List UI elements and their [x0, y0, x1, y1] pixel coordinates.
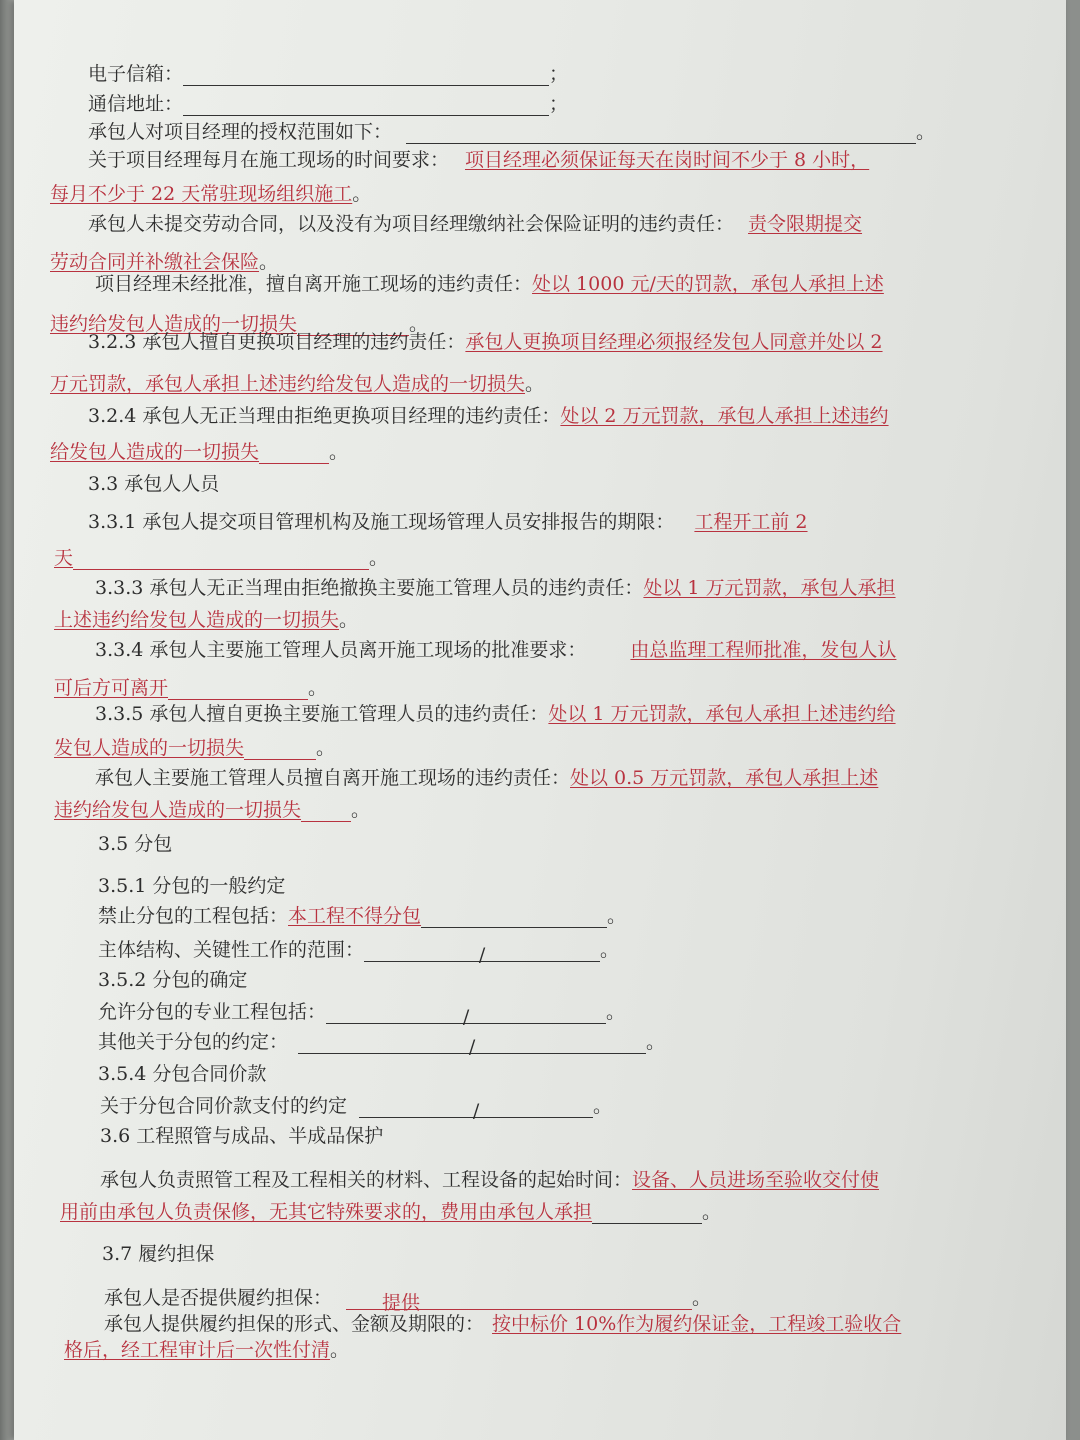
subcontract-payment-label: 关于分包合同价款支付的约定 [100, 1095, 348, 1117]
performance-bond-line [104, 1286, 712, 1314]
punct: 。 [606, 1001, 626, 1023]
pm-time-label: 关于项目经理每月在施工现场的时间要求： [88, 149, 450, 171]
other-subcontract-blank: / [298, 1035, 646, 1054]
clause-3-5-2-heading [98, 968, 247, 992]
clause-3-3-1-cont [54, 546, 388, 570]
pm-time-line [88, 148, 869, 172]
care-start-value: 设备、人员进场至验收交付使 [632, 1169, 880, 1191]
labor-contract-line-cont [50, 250, 278, 274]
main-structure-label: 主体结构、关键性工作的范围： [98, 939, 365, 961]
main-structure-blank: / [364, 943, 600, 962]
blank [592, 1205, 702, 1224]
blank [301, 803, 351, 822]
punct: 。 [646, 1031, 666, 1053]
punct: ； [549, 63, 569, 85]
performance-bond-label: 承包人是否提供履约担保： [104, 1287, 333, 1309]
care-start-line [100, 1168, 879, 1192]
clause-3-3-4-value: 由总监理工程师批准，发包人认 [630, 639, 897, 661]
key-staff-leave-label: 承包人主要施工管理人员擅自离开施工现场的违约责任： [95, 767, 571, 789]
punct: 。 [330, 1339, 350, 1361]
clause-3-5-1-heading [98, 874, 285, 898]
clause-3-2-4-value-cont: 给发包人造成的一切损失 [50, 441, 260, 463]
clause-3-3-4-cont [54, 676, 327, 700]
blank [168, 681, 308, 700]
clause-3-3-5 [95, 702, 896, 726]
punct: 。 [308, 677, 328, 699]
clause-3-3-3-label: 3.3.3 承包人无正当理由拒绝撤换主要施工管理人员的违约责任： [95, 577, 644, 599]
clause-3-3-5-value: 处以 1 万元罚款，承包人承担上述违约给 [548, 703, 896, 725]
clause-3-5-4-title: 3.5.4 分包合同价款 [98, 1063, 267, 1085]
punct: 。 [369, 547, 389, 569]
clause-3-3-3-value: 处以 1 万元罚款，承包人承担 [643, 577, 896, 599]
labor-contract-line [88, 212, 862, 236]
forbidden-subcontract-value: 本工程不得分包 [288, 905, 422, 927]
punct: 。 [339, 609, 359, 631]
clause-3-3-1-value: 工程开工前 2 [694, 511, 808, 533]
punct: 。 [259, 251, 279, 273]
email-line [88, 62, 568, 86]
section-3-6-title: 3.6 工程照管与成品、半成品保护 [100, 1125, 384, 1147]
allowed-subcontract-blank: / [326, 1005, 606, 1024]
clause-3-3-5-value-cont: 发包人造成的一切损失 [54, 737, 245, 759]
clause-3-2-3-cont [50, 372, 544, 396]
clause-3-3-3-value-cont: 上述违约给发包人造成的一切损失 [54, 609, 340, 631]
forbidden-subcontract-line [98, 904, 626, 928]
authorization-label: 承包人对项目经理的授权范围如下： [88, 121, 393, 143]
bond-form-value-cont: 格后，经工程审计后一次性付清 [64, 1339, 331, 1361]
pm-time-value: 项目经理必须保证每天在岗时间不少于 8 小时， [465, 149, 870, 171]
punct: 。 [316, 737, 336, 759]
labor-contract-value-cont: 劳动合同并补缴社会保险 [50, 251, 260, 273]
authorization-line [88, 120, 935, 144]
clause-3-3-4-label: 3.3.4 承包人主要施工管理人员离开施工现场的批准要求： [95, 639, 587, 661]
email-label: 电子信箱： [88, 63, 184, 85]
clause-3-2-3-label: 3.2.3 承包人擅自更换项目经理的违约责任： [88, 331, 466, 353]
labor-contract-label: 承包人未提交劳动合同，以及没有为项目经理缴纳社会保险证明的违约责任： [88, 213, 735, 235]
pm-leave-value: 处以 1000 元/天的罚款，承包人承担上述 [532, 273, 884, 295]
address-blank [183, 97, 549, 116]
care-start-cont [60, 1200, 721, 1224]
allowed-subcontract-label: 允许分包的专业工程包括： [98, 1001, 327, 1023]
section-3-7-heading [102, 1242, 214, 1266]
punct: 。 [600, 939, 620, 961]
clause-3-3-1-label: 3.3.1 承包人提交项目管理机构及施工现场管理人员安排报告的期限： [88, 511, 675, 533]
clause-3-3-3-cont [54, 608, 358, 632]
page-edge-shadow [0, 0, 14, 1440]
section-3-5-title: 3.5 分包 [98, 833, 173, 855]
authorization-blank [406, 125, 916, 144]
punct: 。 [702, 1201, 722, 1223]
punct: 。 [692, 1287, 712, 1309]
bond-form-value: 按中标价 10%作为履约保证金，工程竣工验收合 [492, 1313, 902, 1335]
clause-3-3-4 [95, 638, 896, 662]
key-staff-leave-value-cont: 违约给发包人造成的一切损失 [54, 799, 302, 821]
pm-leave-label: 项目经理未经批准，擅自离开施工现场的违约责任： [95, 273, 533, 295]
performance-bond-value: 提供 [346, 1291, 692, 1310]
section-3-7-title: 3.7 履约担保 [102, 1243, 215, 1265]
clause-3-3-1-value-cont: 天 [54, 547, 74, 569]
clause-3-2-3-value: 承包人更换项目经理必须报经发包人同意并处以 2 [465, 331, 883, 353]
care-start-label: 承包人负责照管工程及工程相关的材料、工程设备的起始时间： [100, 1169, 633, 1191]
clause-3-2-4-value: 处以 2 万元罚款，承包人承担上述违约 [560, 405, 889, 427]
email-blank [183, 67, 549, 86]
blank [244, 741, 316, 760]
main-structure-line [98, 938, 620, 966]
blank [259, 445, 329, 464]
pm-time-line-cont [50, 182, 371, 206]
punct: 。 [409, 313, 429, 335]
punct: 。 [525, 373, 545, 395]
address-label: 通信地址： [88, 93, 184, 115]
punct: 。 [329, 441, 349, 463]
clause-3-3-5-label: 3.3.5 承包人擅自更换主要施工管理人员的违约责任： [95, 703, 549, 725]
clause-3-5-4-heading [98, 1062, 266, 1086]
section-3-6-heading [100, 1124, 383, 1148]
clause-3-2-4-label: 3.2.4 承包人无正当理由拒绝更换项目经理的违约责任： [88, 405, 561, 427]
labor-contract-value: 责令限期提交 [748, 213, 863, 235]
section-3-5-heading [98, 832, 172, 856]
other-subcontract-line [98, 1030, 666, 1058]
bond-form-label: 承包人提供履约担保的形式、金额及期限的： [104, 1313, 485, 1335]
pm-time-value-cont: 每月不少于 22 天常驻现场组织施工 [50, 183, 353, 205]
clause-3-2-4-cont [50, 440, 348, 464]
subcontract-payment-blank: / [359, 1099, 593, 1118]
care-start-value-cont: 用前由承包人负责保修，无其它特殊要求的，费用由承包人承担 [60, 1201, 593, 1223]
blank [421, 909, 607, 928]
forbidden-subcontract-label: 禁止分包的工程包括： [98, 905, 289, 927]
other-subcontract-label: 其他关于分包的约定： [98, 1031, 289, 1053]
bond-form-line [104, 1312, 901, 1336]
punct: ； [549, 93, 569, 115]
clause-3-5-2-title: 3.5.2 分包的确定 [98, 969, 248, 991]
clause-3-3-1 [88, 510, 808, 534]
key-staff-leave-cont [54, 798, 370, 822]
key-staff-leave-line [95, 766, 878, 790]
clause-3-2-3 [88, 330, 883, 354]
punct: 。 [352, 183, 372, 205]
clause-3-2-3-value-cont: 万元罚款，承包人承担上述违约给发包人造成的一切损失 [50, 373, 526, 395]
punct: 。 [593, 1095, 613, 1117]
blank [73, 551, 369, 570]
clause-3-3-4-value-cont: 可后方可离开 [54, 677, 169, 699]
punct: 。 [916, 121, 936, 143]
bond-form-cont [64, 1338, 349, 1362]
address-line [88, 92, 568, 116]
pm-leave-line [95, 272, 884, 296]
subcontract-payment-line [100, 1094, 613, 1122]
clause-3-5-1-title: 3.5.1 分包的一般约定 [98, 875, 286, 897]
key-staff-leave-value: 处以 0.5 万元罚款，承包人承担上述 [570, 767, 879, 789]
pm-leave-value-cont: 违约给发包人造成的一切损失 [50, 313, 298, 335]
punct: 。 [607, 905, 627, 927]
section-3-3-heading [88, 472, 219, 496]
clause-3-3-5-cont [54, 736, 335, 760]
clause-3-3-3 [95, 576, 896, 600]
section-3-3-title: 3.3 承包人人员 [88, 473, 220, 495]
allowed-subcontract-line [98, 1000, 626, 1028]
clause-3-2-4 [88, 404, 889, 428]
punct: 。 [351, 799, 371, 821]
